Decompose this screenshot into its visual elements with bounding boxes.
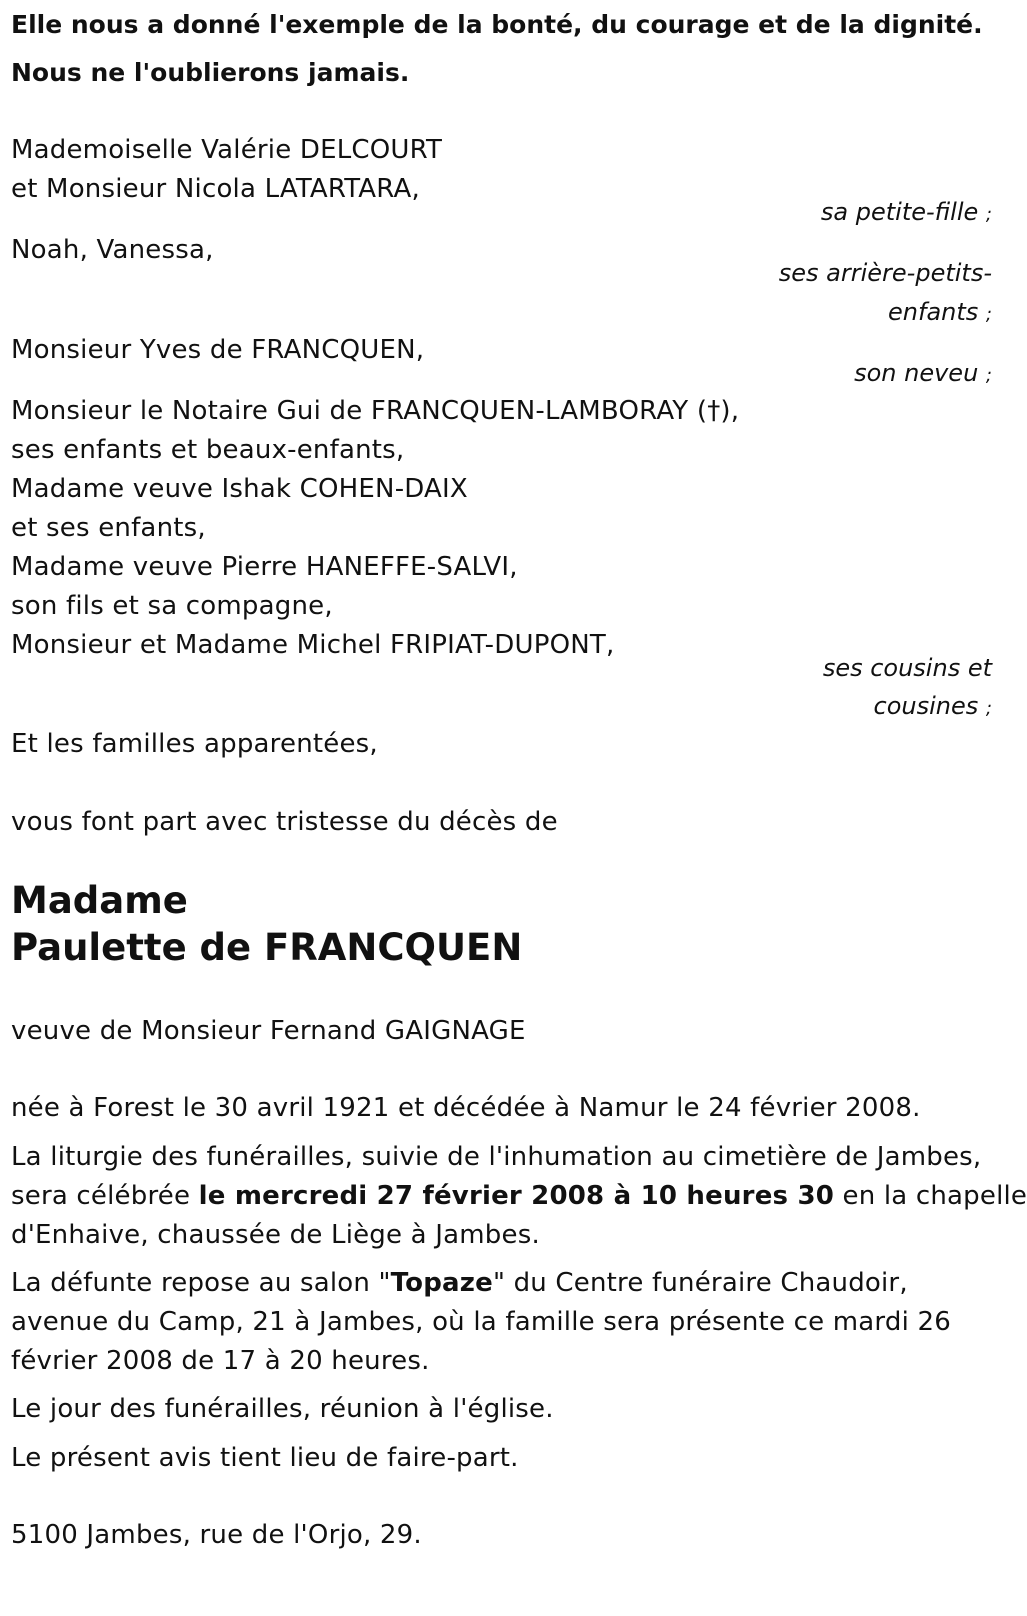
address-line: 5100 Jambes, rue de l'Orjo, 29.	[11, 1520, 422, 1550]
granddaughter-line-2: et Monsieur Nicola LATARTARA,	[11, 174, 420, 204]
intro-line-2: Nous ne l'oublierons jamais.	[11, 58, 410, 87]
notice-line: Le présent avis tient lieu de faire-part.	[11, 1443, 519, 1473]
liturgy-line-1: La liturgie des funérailles, suivie de l'inhumation au cimetière de Jambes,	[11, 1142, 982, 1172]
cousins-line-2: ses enfants et beaux-enfants,	[11, 435, 405, 465]
birth-death: née à Forest le 30 avril 1921 et décédée à Namur le 24 février 2008.	[11, 1093, 921, 1123]
cousins-line-4: et ses enfants,	[11, 513, 206, 543]
rest-line-3: février 2008 de 17 à 20 heures.	[11, 1346, 430, 1376]
rest-line-2: avenue du Camp, 21 à Jambes, où la famille sera présente ce mardi 26	[11, 1307, 951, 1337]
cousins-line-7: Monsieur et Madame Michel FRIPIAT-DUPONT,	[11, 630, 615, 660]
meeting-line: Le jour des funérailles, réunion à l'église.	[11, 1394, 554, 1424]
relation-nephew: son neveu ;	[854, 359, 992, 387]
cousins-line-6: son fils et sa compagne,	[11, 591, 333, 621]
intro-line-1: Elle nous a donné l'exemple de la bonté, du courage et de la dignité.	[11, 10, 983, 39]
relation-cousins-2: cousines ;	[873, 692, 992, 720]
liturgy-line-2: sera célébrée le mercredi 27 février 2008 à 10 heures 30 en la chapelle	[11, 1181, 1027, 1211]
announcement: vous font part avec tristesse du décès de	[11, 807, 558, 837]
great-grandchildren-line: Noah, Vanessa,	[11, 235, 214, 265]
deceased-name: Paulette de FRANCQUEN	[11, 926, 523, 969]
relation-great-grandchildren-2: enfants ;	[888, 298, 992, 326]
deceased-title: Madame	[11, 879, 188, 922]
cousins-line-5: Madame veuve Pierre HANEFFE-SALVI,	[11, 552, 518, 582]
rest-line-1: La défunte repose au salon "Topaze" du Centre funéraire Chaudoir,	[11, 1268, 908, 1298]
liturgy-line-3: d'Enhaive, chaussée de Liège à Jambes.	[11, 1220, 540, 1250]
cousins-line-1: Monsieur le Notaire Gui de FRANCQUEN-LAMBORAY (†),	[11, 396, 740, 426]
relation-great-grandchildren-1: ses arrière-petits-	[778, 259, 992, 287]
widow-of: veuve de Monsieur Fernand GAIGNAGE	[11, 1016, 526, 1046]
nephew-line: Monsieur Yves de FRANCQUEN,	[11, 335, 425, 365]
relation-granddaughter: sa petite-fille ;	[820, 198, 992, 226]
relation-cousins-1: ses cousins et	[822, 654, 992, 682]
ceremony-datetime: le mercredi 27 février 2008 à 10 heures 30	[198, 1181, 835, 1211]
granddaughter-line-1: Mademoiselle Valérie DELCOURT	[11, 135, 443, 165]
salon-name: Topaze	[390, 1268, 493, 1298]
cousins-line-3: Madame veuve Ishak COHEN-DAIX	[11, 474, 468, 504]
related-families: Et les familles apparentées,	[11, 729, 378, 759]
